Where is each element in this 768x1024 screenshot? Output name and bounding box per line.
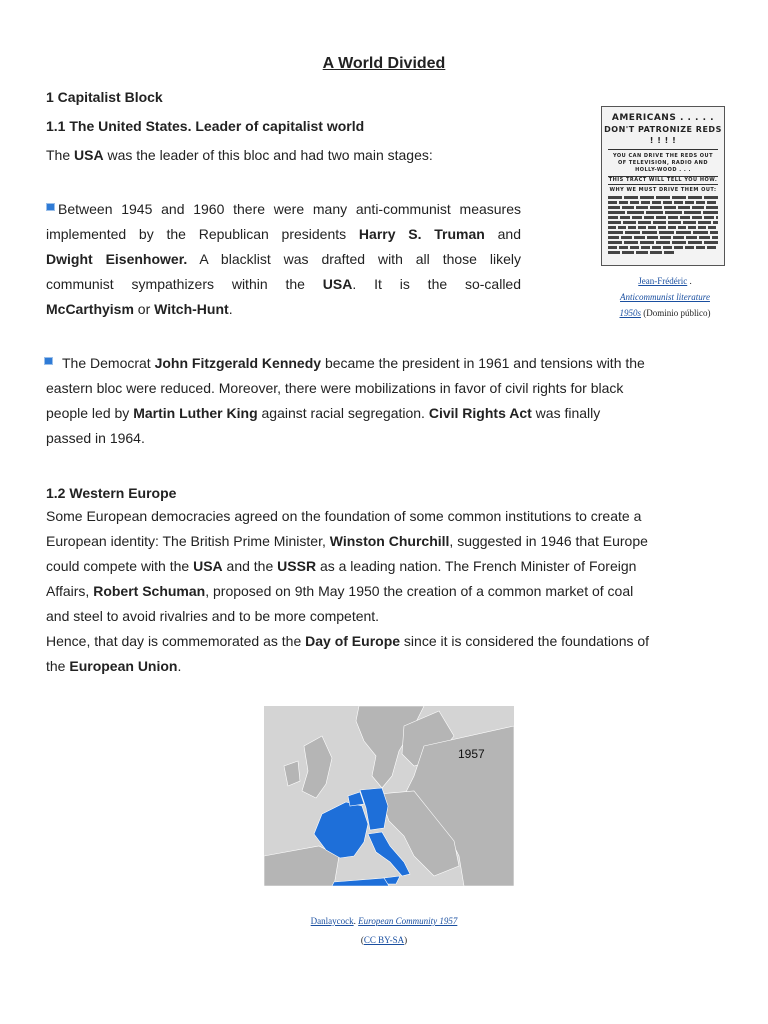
page-title: A World Divided — [322, 55, 446, 72]
poster-subheadline: DON'T PATRONIZE REDS ! ! ! ! — [604, 125, 722, 145]
section-heading-capitalist-block: 1 Capitalist Block — [46, 89, 163, 105]
section-heading-united-states: 1.1 The United States. Leader of capitalist world — [46, 118, 365, 134]
poster-headline: AMERICANS . . . . . — [611, 113, 715, 123]
text-line: European identity: The British Prime Minister, Winston Churchill, suggested in 1946 that Europe — [46, 533, 648, 549]
text-line: people led by Martin Luther King against racial segregation. Civil Rights Act was finally — [46, 405, 601, 421]
poster-author-link[interactable]: Jean-Frédéric — [638, 276, 688, 286]
text-line: passed in 1964. — [46, 430, 145, 446]
map-work-link[interactable]: European Community 1957 — [358, 916, 458, 926]
poster-fine-print — [602, 196, 724, 254]
poster-work-link-year[interactable]: 1950s — [619, 308, 641, 318]
text-line: could compete with the USA and the USSR as a leading nation. The French Minister of Foreign — [46, 558, 637, 574]
map-caption: Danlaycock. European Community 1957 (CC BY-SA) — [310, 916, 458, 945]
poster-caption: Jean-Frédéric . Anticommunist literature 1950s (Dominio público) — [619, 276, 711, 318]
map-license-link[interactable]: CC BY-SA — [363, 935, 405, 945]
map-year-label: 1957 — [458, 747, 485, 761]
text-line: eastern bloc were reduced. Moreover, there were mobilizations in favor of civil rights for black — [46, 380, 624, 396]
text-line: Dwight Eisenhower. A blacklist was drafted with all those likely — [46, 251, 521, 267]
bullet-icon — [44, 357, 53, 365]
western-europe-paragraph — [46, 504, 726, 679]
text-line: the European Union. — [46, 658, 182, 674]
text-line: and steel to avoid rivalries and to be more competent. — [46, 608, 380, 624]
bullet-paragraph-kennedy — [46, 351, 726, 451]
intro-paragraph: The USA was the leader of this bloc and had two main stages: — [46, 147, 433, 163]
text-line: Hence, that day is commemorated as the Day of Europe since it is considered the foundations of — [46, 633, 650, 649]
poster-work-link[interactable]: Anticommunist literature — [620, 292, 710, 302]
text-line: McCarthyism or Witch-Hunt. — [46, 301, 233, 317]
anticommunist-poster-image — [601, 106, 725, 266]
text-line: Some European democracies agreed on the foundation of some common institutions to create a — [46, 508, 642, 524]
european-community-1957-map — [264, 706, 514, 886]
text-line: Between 1945 and 1960 there were many anti-communist measures — [46, 197, 521, 222]
poster-line: THIS TRACT WILL TELL YOU HOW. — [608, 177, 718, 183]
map-author-link[interactable]: Danlaycock — [310, 916, 354, 926]
poster-license: (Dominio público) — [641, 308, 711, 318]
europe-map-graphic — [264, 706, 514, 886]
text-line: implemented by the Republican presidents Harry S. Truman and — [46, 226, 521, 242]
text-line: Affairs, Robert Schuman, proposed on 9th May 1950 the creation of a common market of coal — [46, 583, 634, 599]
bullet-paragraph-truman — [46, 197, 521, 322]
poster-line: YOU CAN DRIVE THE REDS OUT OF TELEVISION, RADIO AND HOLLY-WOOD . . . — [612, 153, 714, 173]
poster-line: WHY WE MUST DRIVE THEM OUT: — [609, 187, 717, 193]
text-line: communist sympathizers within the USA. It is the so-called — [46, 276, 522, 292]
section-heading-western-europe: 1.2 Western Europe — [46, 485, 177, 501]
text-line: The Democrat John Fitzgerald Kennedy became the president in 1961 and tensions with the — [46, 351, 726, 376]
bullet-icon — [46, 203, 55, 211]
